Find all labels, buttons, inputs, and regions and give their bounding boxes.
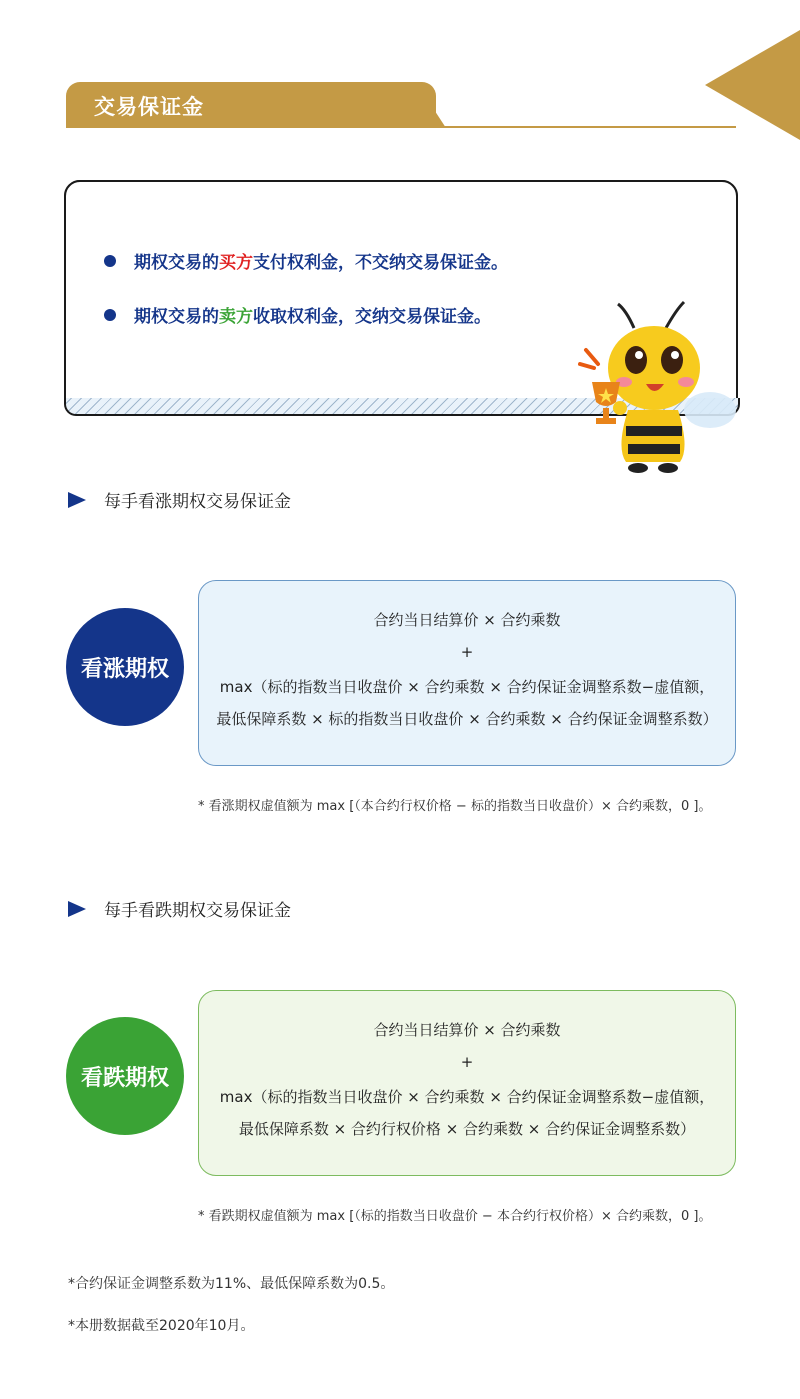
buyer-highlight: 买方	[219, 253, 253, 273]
put-formula-box	[198, 990, 736, 1176]
section-title: 交易保证金	[94, 95, 204, 119]
bullet-text-post: 收取权利金，交纳交易保证金。	[253, 307, 491, 327]
header-tab-slope	[416, 82, 446, 128]
bee-mascot-icon	[576, 298, 736, 474]
bullet-buyer	[104, 248, 508, 273]
formula-plus: +	[460, 1053, 474, 1071]
formula-line-3: 最低保障系数 × 标的指数当日收盘价 × 合约乘数 × 合约保证金调整系数）	[216, 710, 718, 728]
arrow-right-icon	[68, 492, 86, 508]
bullet-dot	[104, 255, 116, 267]
bullet-dot	[104, 309, 116, 321]
seller-highlight: 卖方	[219, 307, 253, 327]
put-circle-label: 看跌期权	[66, 1017, 184, 1135]
note-coefficients: *合约保证金调整系数为11%、最低保障系数为0.5。	[68, 1276, 395, 1292]
formula-line-2: max（标的指数当日收盘价 × 合约乘数 × 合约保证金调整系数−虚值额，	[219, 1088, 715, 1106]
call-circle-label: 看涨期权	[66, 608, 184, 726]
note-data-date: *本册数据截至2020年10月。	[68, 1318, 255, 1334]
bullet-text-pre: 期权交易的	[134, 307, 219, 327]
call-footnote: * 看涨期权虚值额为 max [（本合约行权价格 − 标的指数当日收盘价）× 合约乘数，0 ]。	[198, 799, 712, 814]
call-formula-box	[198, 580, 736, 766]
put-heading	[68, 896, 291, 921]
bullet-seller	[104, 302, 491, 327]
arrow-right-icon	[68, 901, 86, 917]
formula-line-1: 合约当日结算价 × 合约乘数	[373, 611, 561, 629]
header-rule	[66, 126, 736, 128]
formula-plus: +	[460, 643, 474, 661]
put-footnote: * 看跌期权虚值额为 max [（标的指数当日收盘价 − 本合约行权价格）× 合约乘数，0 ]。	[198, 1209, 712, 1224]
call-heading	[68, 487, 291, 512]
put-heading-text: 每手看跌期权交易保证金	[104, 901, 291, 921]
formula-line-3: 最低保障系数 × 合约行权价格 × 合约乘数 × 合约保证金调整系数）	[238, 1120, 696, 1138]
bullet-text-pre: 期权交易的	[134, 253, 219, 273]
section-header	[66, 82, 736, 128]
bullet-text-post: 支付权利金，不交纳交易保证金。	[253, 253, 508, 273]
call-heading-text: 每手看涨期权交易保证金	[104, 492, 291, 512]
formula-line-2: max（标的指数当日收盘价 × 合约乘数 × 合约保证金调整系数−虚值额，	[219, 678, 715, 696]
formula-line-1: 合约当日结算价 × 合约乘数	[373, 1021, 561, 1039]
